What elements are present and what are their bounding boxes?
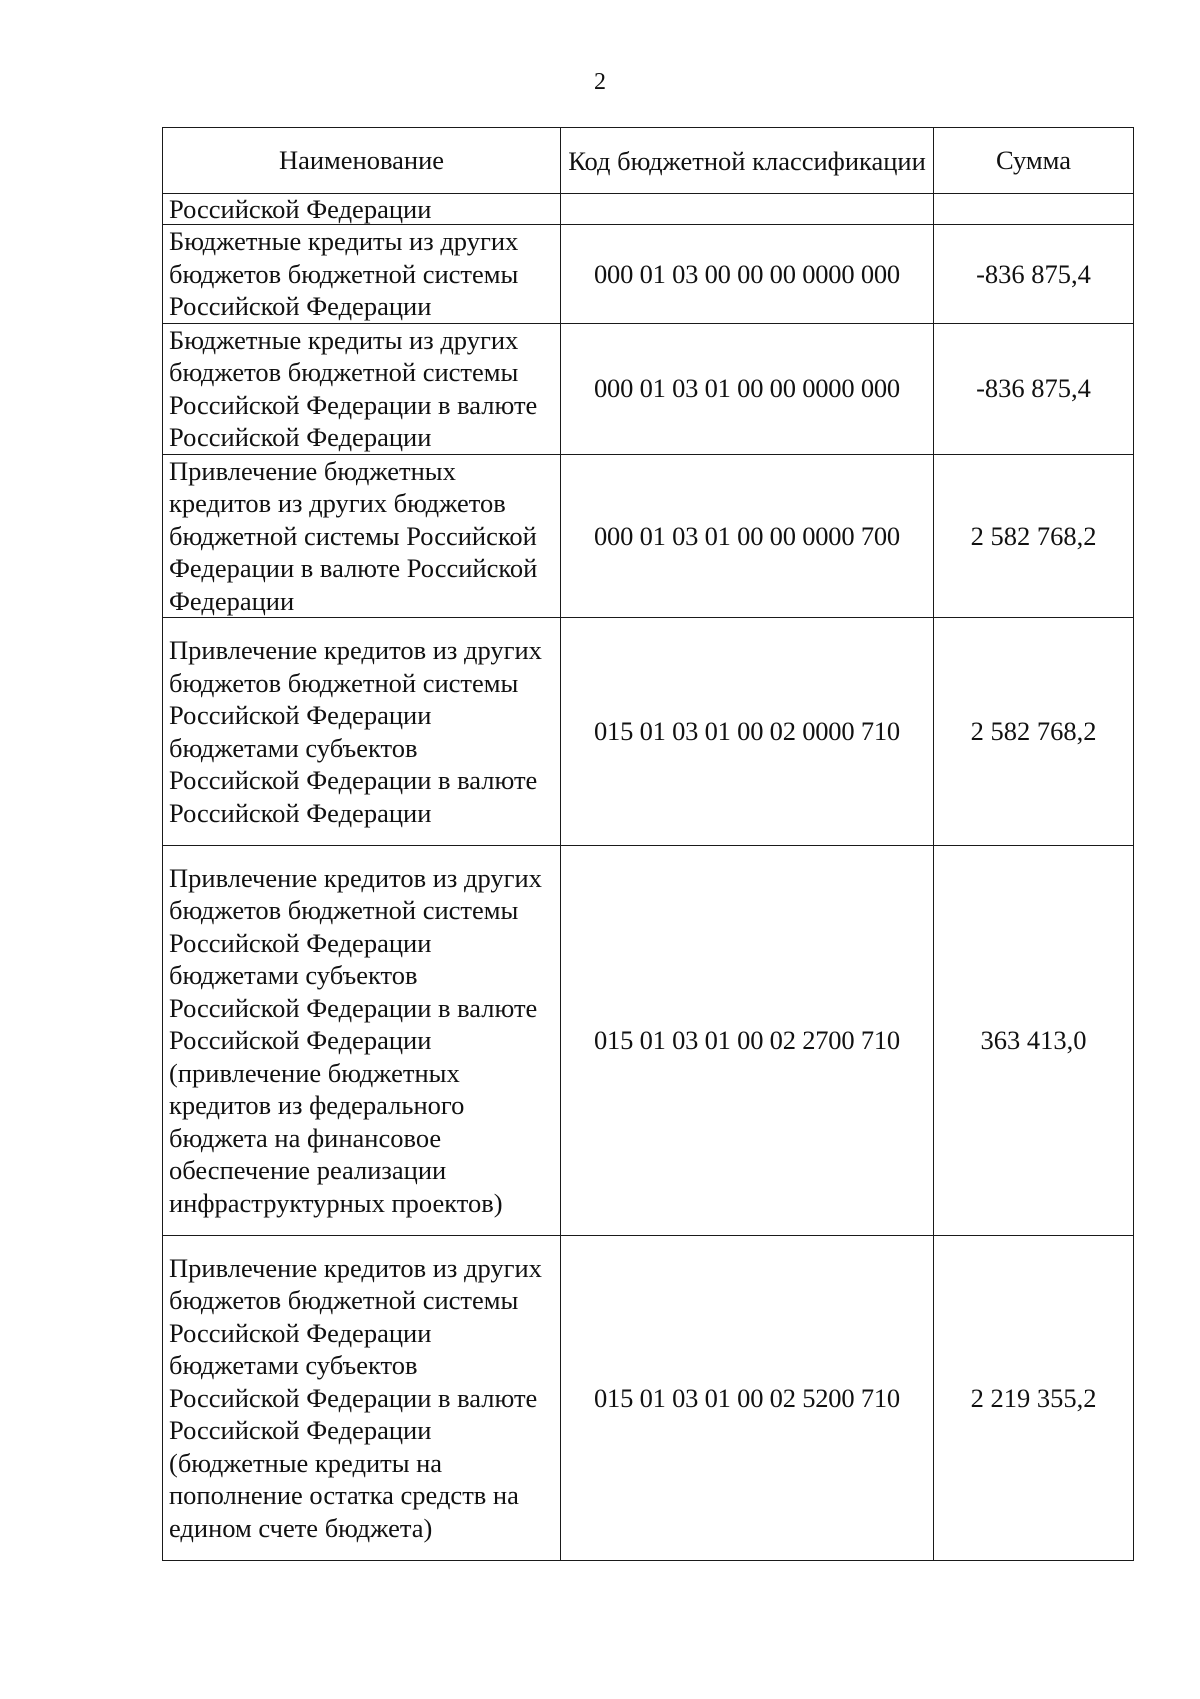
row-code: 015 01 03 01 00 02 2700 710 bbox=[561, 846, 934, 1236]
table-row bbox=[163, 454, 1134, 618]
table-row-continuation bbox=[163, 194, 1134, 225]
row-code: 000 01 03 00 00 00 0000 000 bbox=[561, 225, 934, 324]
table-row bbox=[163, 618, 1134, 846]
table-row bbox=[163, 323, 1134, 454]
row-code: 000 01 03 01 00 00 0000 700 bbox=[561, 454, 934, 618]
row-sum: -836 875,4 bbox=[934, 225, 1134, 324]
header-name: Наименование bbox=[163, 128, 561, 194]
table-header-row bbox=[163, 128, 1134, 194]
row-code: 015 01 03 01 00 02 5200 710 bbox=[561, 1236, 934, 1561]
row-sum: 2 582 768,2 bbox=[934, 618, 1134, 846]
row-sum: 363 413,0 bbox=[934, 846, 1134, 1236]
row-sum: 2 219 355,2 bbox=[934, 1236, 1134, 1561]
continuation-sum bbox=[934, 194, 1134, 225]
header-code: Код бюджетной классификации bbox=[561, 128, 934, 194]
continuation-code bbox=[561, 194, 934, 225]
row-name: Привлечение кредитов из других бюджетов бюджетной системы Российской Федерации бюджетами субъектов Российской Федерации в валюте Российской Федерации (бюджетные кредиты на пополнение остатка средств на едином счете бюджета) bbox=[163, 1236, 561, 1561]
row-sum: -836 875,4 bbox=[934, 323, 1134, 454]
table-row bbox=[163, 1236, 1134, 1561]
continuation-name: Российской Федерации bbox=[163, 194, 561, 225]
row-name: Привлечение кредитов из других бюджетов бюджетной системы Российской Федерации бюджетами субъектов Российской Федерации в валюте Российской Федерации (привлечение бюджетных кредитов из федерального бюджета на финансовое обеспечение реализации инфраструктурных проектов) bbox=[163, 846, 561, 1236]
row-name: Бюджетные кредиты из других бюджетов бюджетной системы Российской Федерации bbox=[163, 225, 561, 324]
table-row bbox=[163, 846, 1134, 1236]
budget-table bbox=[162, 127, 1134, 1561]
row-sum: 2 582 768,2 bbox=[934, 454, 1134, 618]
row-code: 000 01 03 01 00 00 0000 000 bbox=[561, 323, 934, 454]
header-sum: Сумма bbox=[934, 128, 1134, 194]
page-number: 2 bbox=[594, 69, 606, 95]
row-name: Бюджетные кредиты из других бюджетов бюджетной системы Российской Федерации в валюте Российской Федерации bbox=[163, 323, 561, 454]
row-code: 015 01 03 01 00 02 0000 710 bbox=[561, 618, 934, 846]
row-name: Привлечение бюджетных кредитов из других бюджетов бюджетной системы Российской Федерации в валюте Российской Федерации bbox=[163, 454, 561, 618]
row-name: Привлечение кредитов из других бюджетов бюджетной системы Российской Федерации бюджетами субъектов Российской Федерации в валюте Российской Федерации bbox=[163, 618, 561, 846]
table-row bbox=[163, 225, 1134, 324]
